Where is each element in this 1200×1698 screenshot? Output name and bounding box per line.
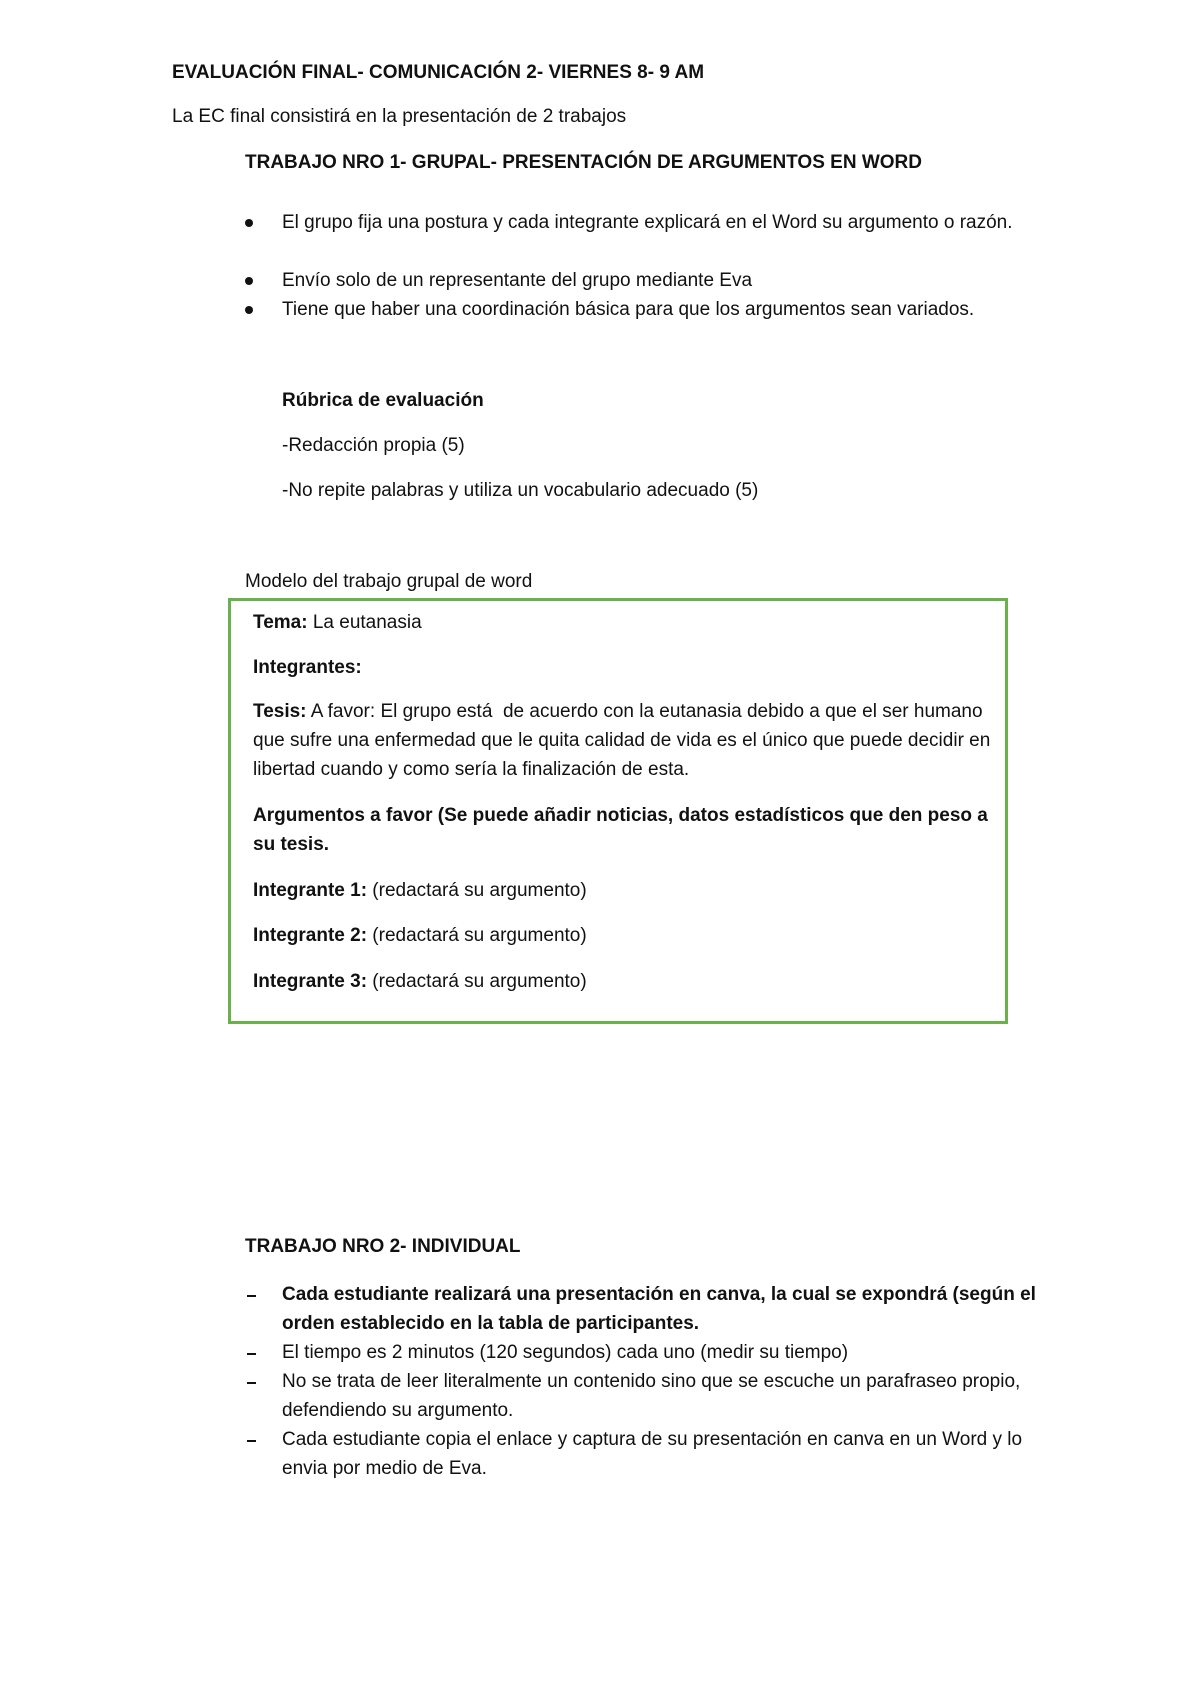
model-integrantes: Integrantes: [253,657,362,678]
integrante3-value: (redactará su argumento) [367,971,587,992]
model-integrante-1 [253,876,998,905]
trabajo2-item-3: No se trata de leer literalmente un contenido sino que se escuche un parafraseo propio, defendiendo su argumento. [282,1371,1021,1421]
model-argumentos: Argumentos a favor (Se puede añadir noticias, datos estadísticos que den peso a su tesis. [253,805,988,855]
model-integrante-2 [253,921,998,950]
trabajo1-bullet-1: El grupo fija una postura y cada integrante explicará en el Word su argumento o razón. [282,212,1013,233]
dash-marker [247,1295,256,1297]
model-caption: Modelo del trabajo grupal de word [245,571,533,592]
dash-marker [247,1440,256,1442]
tesis-label: Tesis: [253,701,307,722]
dash-marker [247,1353,256,1355]
model-integrante-3 [253,967,998,996]
integrante2-label: Integrante 2: [253,925,368,946]
trabajo1-bullet-2: Envío solo de un representante del grupo mediante Eva [282,270,753,291]
rubric-title: Rúbrica de evaluación [282,390,484,411]
trabajo2-item-2: El tiempo es 2 minutos (120 segundos) cada uno (medir su tiempo) [282,1342,849,1363]
trabajo2-item-1: Cada estudiante realizará una presentación en canva, la cual se expondrá (según el orden establecido en la tabla de participantes. [282,1284,1036,1334]
trabajo2-item-4: Cada estudiante copia el enlace y captura de su presentación en canva en un Word y lo envia por medio de Eva. [282,1429,1023,1479]
tesis-value: A favor: El grupo está de acuerdo con la eutanasia debido a que el ser humano que sufre una enfermedad que le quita calidad de vida es el único que puede decidir en libertad cuando y como sería la finalización de esta. [253,701,996,780]
integrante2-value: (redactará su argumento) [367,925,587,946]
rubric-item-1: -Redacción propia (5) [282,435,465,456]
trabajo2-heading: TRABAJO NRO 2- INDIVIDUAL [245,1236,521,1257]
document-title: EVALUACIÓN FINAL- COMUNICACIÓN 2- VIERNES 8- 9 AM [172,62,705,83]
bullet-dot [245,306,253,314]
intro-text: La EC final consistirá en la presentación de 2 trabajos [172,106,627,127]
tema-value: La eutanasia [307,612,422,633]
model-tesis [253,697,998,784]
integrante3-label: Integrante 3: [253,971,368,992]
model-tema [253,608,998,637]
trabajo1-heading: TRABAJO NRO 1- GRUPAL- PRESENTACIÓN DE ARGUMENTOS EN WORD [245,152,922,173]
dash-marker [247,1382,256,1384]
tema-label: Tema: [253,612,308,633]
bullet-dot [245,277,253,285]
bullet-dot [245,219,253,227]
integrante1-label: Integrante 1: [253,880,368,901]
integrante1-value: (redactará su argumento) [367,880,587,901]
rubric-item-2: -No repite palabras y utiliza un vocabulario adecuado (5) [282,480,759,501]
trabajo1-bullet-3: Tiene que haber una coordinación básica para que los argumentos sean variados. [282,299,975,320]
